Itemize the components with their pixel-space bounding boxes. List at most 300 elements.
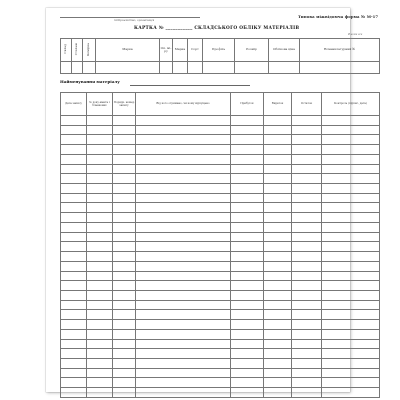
- movement-cell[interactable]: [113, 358, 136, 368]
- movement-cell[interactable]: [292, 203, 322, 213]
- movement-cell[interactable]: [264, 135, 292, 145]
- header-col-4: [160, 39, 173, 62]
- movement-cell[interactable]: [113, 290, 136, 300]
- header-col-label: Облікова ціна: [273, 47, 295, 52]
- movement-cell[interactable]: [264, 145, 292, 155]
- material-name-label: Найменування матеріалу: [60, 79, 120, 84]
- table-row: [61, 125, 380, 135]
- continuation-note: Ф.номи аси: [348, 33, 363, 36]
- table-row: [61, 378, 380, 388]
- movement-cell[interactable]: [292, 261, 322, 271]
- movement-cell[interactable]: [292, 125, 322, 135]
- movement-cell[interactable]: [87, 232, 113, 242]
- movement-cell[interactable]: [322, 252, 380, 262]
- movement-cell[interactable]: [264, 310, 292, 320]
- movement-cell[interactable]: [264, 116, 292, 126]
- header-col-label: Марка: [122, 47, 133, 52]
- movement-cell[interactable]: [136, 349, 231, 359]
- movement-cell[interactable]: [322, 349, 380, 359]
- movement-cell[interactable]: [231, 116, 264, 126]
- movement-cell[interactable]: [231, 242, 264, 252]
- movement-cell[interactable]: [231, 271, 264, 281]
- movement-cell[interactable]: [264, 290, 292, 300]
- table-row: [61, 310, 380, 320]
- movement-cell[interactable]: [136, 184, 231, 194]
- movement-cell[interactable]: [136, 125, 231, 135]
- table-row: [61, 213, 380, 223]
- table-row: [61, 290, 380, 300]
- movement-cell[interactable]: [292, 232, 322, 242]
- movement-cell[interactable]: [264, 378, 292, 388]
- movement-cell[interactable]: [231, 388, 264, 398]
- movement-cell[interactable]: [231, 320, 264, 330]
- movement-cell[interactable]: [136, 242, 231, 252]
- header-cell[interactable]: [203, 62, 235, 74]
- movement-col-7: Контроль (підпис, дата): [322, 93, 380, 116]
- movement-cell[interactable]: [136, 358, 231, 368]
- movement-cell[interactable]: [87, 164, 113, 174]
- movement-cell[interactable]: [264, 329, 292, 339]
- header-col-label: Розмір: [246, 47, 257, 52]
- table-row: [61, 368, 380, 378]
- header-col-1: [72, 39, 83, 62]
- movement-cell[interactable]: [61, 388, 87, 398]
- movement-cell[interactable]: [136, 203, 231, 213]
- movement-cell[interactable]: [322, 281, 380, 291]
- movement-cell[interactable]: [136, 378, 231, 388]
- movement-cell[interactable]: [87, 203, 113, 213]
- movement-cell[interactable]: [322, 290, 380, 300]
- movement-cell[interactable]: [113, 174, 136, 184]
- movement-cell[interactable]: [231, 184, 264, 194]
- movement-cell[interactable]: [61, 329, 87, 339]
- movement-cell[interactable]: [264, 213, 292, 223]
- movement-cell[interactable]: [231, 213, 264, 223]
- movement-cell[interactable]: [136, 222, 231, 232]
- movement-cell[interactable]: [113, 145, 136, 155]
- movement-cell[interactable]: [113, 339, 136, 349]
- movement-cell[interactable]: [113, 329, 136, 339]
- movement-cell[interactable]: [322, 164, 380, 174]
- movement-cell[interactable]: [113, 271, 136, 281]
- card-title: КАРТКА № ___________ СКЛАДСЬКОГО ОБЛІКУ МАТЕРІАЛІВ: [134, 26, 300, 31]
- movement-cell[interactable]: [264, 320, 292, 330]
- header-cell[interactable]: [235, 62, 269, 74]
- table-row: [61, 242, 380, 252]
- header-col-label: Марка: [174, 47, 186, 52]
- movement-cell[interactable]: [322, 222, 380, 232]
- movement-cell[interactable]: [322, 174, 380, 184]
- movement-cell[interactable]: [322, 125, 380, 135]
- movement-cell[interactable]: [292, 135, 322, 145]
- table-row: [61, 349, 380, 359]
- movement-cell[interactable]: [61, 339, 87, 349]
- header-cell[interactable]: [300, 62, 380, 74]
- movement-cell[interactable]: [292, 349, 322, 359]
- movement-cell[interactable]: [87, 310, 113, 320]
- movement-col-2: Порядк. номер запису: [113, 93, 136, 116]
- movement-cell[interactable]: [231, 290, 264, 300]
- movement-cell[interactable]: [322, 300, 380, 310]
- movement-cell[interactable]: [113, 281, 136, 291]
- movement-cell[interactable]: [61, 154, 87, 164]
- movement-cell[interactable]: [61, 349, 87, 359]
- movement-cell[interactable]: [264, 388, 292, 398]
- movement-cell[interactable]: [61, 252, 87, 262]
- movement-cell[interactable]: [136, 290, 231, 300]
- movement-cell[interactable]: [61, 213, 87, 223]
- movement-cell[interactable]: [113, 203, 136, 213]
- movement-cell[interactable]: [231, 339, 264, 349]
- movement-cell[interactable]: [322, 154, 380, 164]
- movement-cell[interactable]: [231, 252, 264, 262]
- header-col-label: Сорт: [191, 47, 199, 52]
- movement-cell[interactable]: [264, 271, 292, 281]
- table-row: [61, 261, 380, 271]
- movement-cell[interactable]: [322, 358, 380, 368]
- movement-cell[interactable]: [322, 261, 380, 271]
- movement-cell[interactable]: [292, 242, 322, 252]
- movement-cell[interactable]: [264, 232, 292, 242]
- movement-cell[interactable]: [322, 203, 380, 213]
- table-row: [61, 232, 380, 242]
- movement-cell[interactable]: [231, 281, 264, 291]
- movement-cell[interactable]: [87, 261, 113, 271]
- movement-cell[interactable]: [61, 203, 87, 213]
- movement-cell[interactable]: [61, 320, 87, 330]
- movement-cell[interactable]: [113, 378, 136, 388]
- movement-cell[interactable]: [264, 174, 292, 184]
- movement-cell[interactable]: [87, 252, 113, 262]
- movement-cell[interactable]: [136, 193, 231, 203]
- header-col-6: [188, 39, 203, 62]
- movement-cell[interactable]: [322, 213, 380, 223]
- movement-cell[interactable]: [231, 222, 264, 232]
- movement-cell[interactable]: [87, 368, 113, 378]
- movement-cell[interactable]: [87, 320, 113, 330]
- movement-cell[interactable]: [292, 329, 322, 339]
- movement-cell[interactable]: [231, 193, 264, 203]
- movement-col-4: Прибуток: [231, 93, 264, 116]
- movement-cell[interactable]: [87, 184, 113, 194]
- table-row: [61, 193, 380, 203]
- movement-cell[interactable]: [231, 232, 264, 242]
- header-cell[interactable]: [269, 62, 300, 74]
- movement-cell[interactable]: [136, 232, 231, 242]
- movement-cell[interactable]: [322, 388, 380, 398]
- movement-cell[interactable]: [292, 213, 322, 223]
- movement-cell[interactable]: [136, 329, 231, 339]
- movement-cell[interactable]: [264, 184, 292, 194]
- table-row: [61, 154, 380, 164]
- movement-col-6: Остаток: [292, 93, 322, 116]
- movement-cell[interactable]: [136, 368, 231, 378]
- movement-cell[interactable]: [264, 203, 292, 213]
- movement-cell[interactable]: [136, 164, 231, 174]
- stock-movement-table: [60, 92, 380, 398]
- movement-cell[interactable]: [87, 349, 113, 359]
- table-row: [61, 358, 380, 368]
- table-row: [61, 184, 380, 194]
- movement-cell[interactable]: [292, 339, 322, 349]
- movement-cell[interactable]: [322, 135, 380, 145]
- movement-cell[interactable]: [87, 222, 113, 232]
- movement-cell[interactable]: [264, 300, 292, 310]
- header-col-8: [235, 39, 269, 62]
- movement-cell[interactable]: [322, 368, 380, 378]
- movement-cell[interactable]: [113, 125, 136, 135]
- movement-cell[interactable]: [113, 135, 136, 145]
- movement-col-5: Видаток: [264, 93, 292, 116]
- movement-cell[interactable]: [61, 368, 87, 378]
- movement-cell[interactable]: [292, 310, 322, 320]
- movement-cell[interactable]: [136, 213, 231, 223]
- movement-cell[interactable]: [113, 368, 136, 378]
- movement-cell[interactable]: [292, 174, 322, 184]
- movement-cell[interactable]: [61, 125, 87, 135]
- movement-cell[interactable]: [322, 193, 380, 203]
- movement-cell[interactable]: [87, 145, 113, 155]
- movement-cell[interactable]: [113, 242, 136, 252]
- movement-cell[interactable]: [87, 116, 113, 126]
- movement-cell[interactable]: [322, 116, 380, 126]
- table-row: [61, 174, 380, 184]
- movement-cell[interactable]: [87, 281, 113, 291]
- movement-cell[interactable]: [113, 261, 136, 271]
- movement-cell[interactable]: [292, 290, 322, 300]
- movement-cell[interactable]: [61, 222, 87, 232]
- movement-cell[interactable]: [113, 232, 136, 242]
- movement-cell[interactable]: [61, 145, 87, 155]
- movement-cell[interactable]: [113, 184, 136, 194]
- movement-cell[interactable]: [292, 184, 322, 194]
- movement-cell[interactable]: [87, 388, 113, 398]
- movement-cell[interactable]: [113, 116, 136, 126]
- movement-cell[interactable]: [322, 271, 380, 281]
- movement-cell[interactable]: [231, 300, 264, 310]
- table-row: [61, 135, 380, 145]
- movement-cell[interactable]: [264, 349, 292, 359]
- movement-cell[interactable]: [61, 116, 87, 126]
- movement-cell[interactable]: [87, 358, 113, 368]
- header-col-label: Профіль: [211, 47, 226, 52]
- movement-cell[interactable]: [61, 193, 87, 203]
- movement-cell[interactable]: [136, 388, 231, 398]
- movement-cell[interactable]: [292, 164, 322, 174]
- movement-cell[interactable]: [264, 261, 292, 271]
- movement-cell[interactable]: [61, 281, 87, 291]
- movement-cell[interactable]: [61, 232, 87, 242]
- movement-cell[interactable]: [87, 378, 113, 388]
- movement-cell[interactable]: [292, 378, 322, 388]
- movement-cell[interactable]: [292, 222, 322, 232]
- movement-cell[interactable]: [292, 358, 322, 368]
- movement-cell[interactable]: [231, 261, 264, 271]
- movement-cell[interactable]: [292, 145, 322, 155]
- header-col-label: Номенклатурний №: [323, 47, 356, 52]
- movement-cell[interactable]: [231, 135, 264, 145]
- movement-cell[interactable]: [136, 271, 231, 281]
- movement-cell[interactable]: [87, 271, 113, 281]
- movement-cell[interactable]: [61, 174, 87, 184]
- movement-cell[interactable]: [113, 320, 136, 330]
- movement-cell[interactable]: [87, 290, 113, 300]
- movement-cell[interactable]: [264, 252, 292, 262]
- organization-label: підприємство, організація: [114, 18, 155, 22]
- movement-cell[interactable]: [87, 135, 113, 145]
- movement-cell[interactable]: [136, 135, 231, 145]
- movement-cell[interactable]: [292, 154, 322, 164]
- movement-cell[interactable]: [113, 388, 136, 398]
- header-col-5: [173, 39, 188, 62]
- movement-cell[interactable]: [264, 125, 292, 135]
- table-row: [61, 145, 380, 155]
- movement-cell[interactable]: [87, 154, 113, 164]
- movement-cell[interactable]: [322, 378, 380, 388]
- table-row: [61, 300, 380, 310]
- movement-cell[interactable]: [61, 271, 87, 281]
- movement-cell[interactable]: [136, 281, 231, 291]
- movement-cell[interactable]: [292, 271, 322, 281]
- movement-cell[interactable]: [113, 222, 136, 232]
- card-header-table: [60, 38, 380, 74]
- movement-cell[interactable]: [264, 242, 292, 252]
- movement-cell[interactable]: [113, 349, 136, 359]
- table-row: [61, 203, 380, 213]
- movement-cell[interactable]: [113, 213, 136, 223]
- header-col-label: Стелаж: [74, 43, 79, 56]
- movement-cell[interactable]: [136, 252, 231, 262]
- movement-cell[interactable]: [292, 116, 322, 126]
- movement-cell[interactable]: [322, 310, 380, 320]
- movement-cell[interactable]: [231, 329, 264, 339]
- movement-cell[interactable]: [264, 281, 292, 291]
- movement-cell[interactable]: [61, 300, 87, 310]
- movement-cell[interactable]: [231, 125, 264, 135]
- movement-cell[interactable]: [113, 154, 136, 164]
- header-col-label: Склад: [63, 44, 68, 55]
- movement-cell[interactable]: [231, 368, 264, 378]
- movement-cell[interactable]: [87, 193, 113, 203]
- movement-cell[interactable]: [61, 358, 87, 368]
- movement-cell[interactable]: [87, 242, 113, 252]
- movement-cell[interactable]: [231, 358, 264, 368]
- movement-cell[interactable]: [113, 300, 136, 310]
- movement-cell[interactable]: [231, 154, 264, 164]
- movement-cell[interactable]: [292, 300, 322, 310]
- movement-cell[interactable]: [292, 368, 322, 378]
- inventory-card-sheet: [46, 8, 379, 392]
- movement-cell[interactable]: [231, 203, 264, 213]
- movement-cell[interactable]: [231, 164, 264, 174]
- header-cell[interactable]: [160, 62, 173, 74]
- movement-cell[interactable]: [322, 320, 380, 330]
- movement-cell[interactable]: [292, 320, 322, 330]
- movement-cell[interactable]: [87, 174, 113, 184]
- movement-cell[interactable]: [136, 320, 231, 330]
- movement-cell[interactable]: [136, 116, 231, 126]
- header-cell[interactable]: [188, 62, 203, 74]
- movement-cell[interactable]: [292, 252, 322, 262]
- movement-cell[interactable]: [61, 378, 87, 388]
- header-cell[interactable]: [96, 62, 160, 74]
- movement-cell[interactable]: [61, 135, 87, 145]
- movement-cell[interactable]: [61, 290, 87, 300]
- movement-cell[interactable]: [264, 368, 292, 378]
- table-row: [61, 329, 380, 339]
- movement-cell[interactable]: [231, 174, 264, 184]
- movement-cell[interactable]: [87, 300, 113, 310]
- table-row: [61, 116, 380, 126]
- movement-cell[interactable]: [61, 184, 87, 194]
- table-row: [61, 388, 380, 398]
- movement-cell[interactable]: [322, 329, 380, 339]
- movement-cell[interactable]: [231, 310, 264, 320]
- header-cell[interactable]: [83, 62, 96, 74]
- movement-cell[interactable]: [264, 164, 292, 174]
- header-col-0: [61, 39, 72, 62]
- movement-cell[interactable]: [231, 145, 264, 155]
- header-cell[interactable]: [61, 62, 72, 74]
- movement-cell[interactable]: [322, 184, 380, 194]
- header-cell[interactable]: [173, 62, 188, 74]
- movement-cell[interactable]: [322, 339, 380, 349]
- movement-cell[interactable]: [136, 300, 231, 310]
- movement-cell[interactable]: [113, 164, 136, 174]
- movement-cell[interactable]: [87, 125, 113, 135]
- movement-cell[interactable]: [264, 222, 292, 232]
- movement-cell[interactable]: [322, 145, 380, 155]
- movement-cell[interactable]: [61, 310, 87, 320]
- movement-cell[interactable]: [231, 349, 264, 359]
- header-col-7: [203, 39, 235, 62]
- movement-cell[interactable]: [292, 388, 322, 398]
- movement-cell[interactable]: [264, 154, 292, 164]
- movement-cell[interactable]: [231, 378, 264, 388]
- movement-cell[interactable]: [292, 281, 322, 291]
- movement-cell[interactable]: [322, 232, 380, 242]
- header-table-row: [61, 62, 380, 74]
- movement-cell[interactable]: [87, 329, 113, 339]
- table-row: [61, 339, 380, 349]
- movement-cell[interactable]: [87, 339, 113, 349]
- movement-cell[interactable]: [113, 193, 136, 203]
- movement-cell[interactable]: [61, 242, 87, 252]
- movement-cell[interactable]: [264, 358, 292, 368]
- movement-cell[interactable]: [264, 193, 292, 203]
- movement-cell[interactable]: [87, 213, 113, 223]
- header-col-9: [269, 39, 300, 62]
- movement-cell[interactable]: [136, 174, 231, 184]
- movement-cell[interactable]: [113, 252, 136, 262]
- movement-cell[interactable]: [136, 145, 231, 155]
- movement-cell[interactable]: [136, 310, 231, 320]
- movement-col-0: Дата запису: [61, 93, 87, 116]
- movement-cell[interactable]: [322, 242, 380, 252]
- movement-cell[interactable]: [136, 154, 231, 164]
- header-table-head-row: [61, 39, 380, 62]
- header-cell[interactable]: [72, 62, 83, 74]
- movement-cell[interactable]: [61, 261, 87, 271]
- movement-cell[interactable]: [113, 310, 136, 320]
- movement-col-3: Від кого отримано, чи кому відпущено: [136, 93, 231, 116]
- table-row: [61, 164, 380, 174]
- movement-cell[interactable]: [264, 339, 292, 349]
- movement-cell[interactable]: [61, 164, 87, 174]
- movement-cell[interactable]: [292, 193, 322, 203]
- movement-cell[interactable]: [136, 261, 231, 271]
- movement-cell[interactable]: [136, 339, 231, 349]
